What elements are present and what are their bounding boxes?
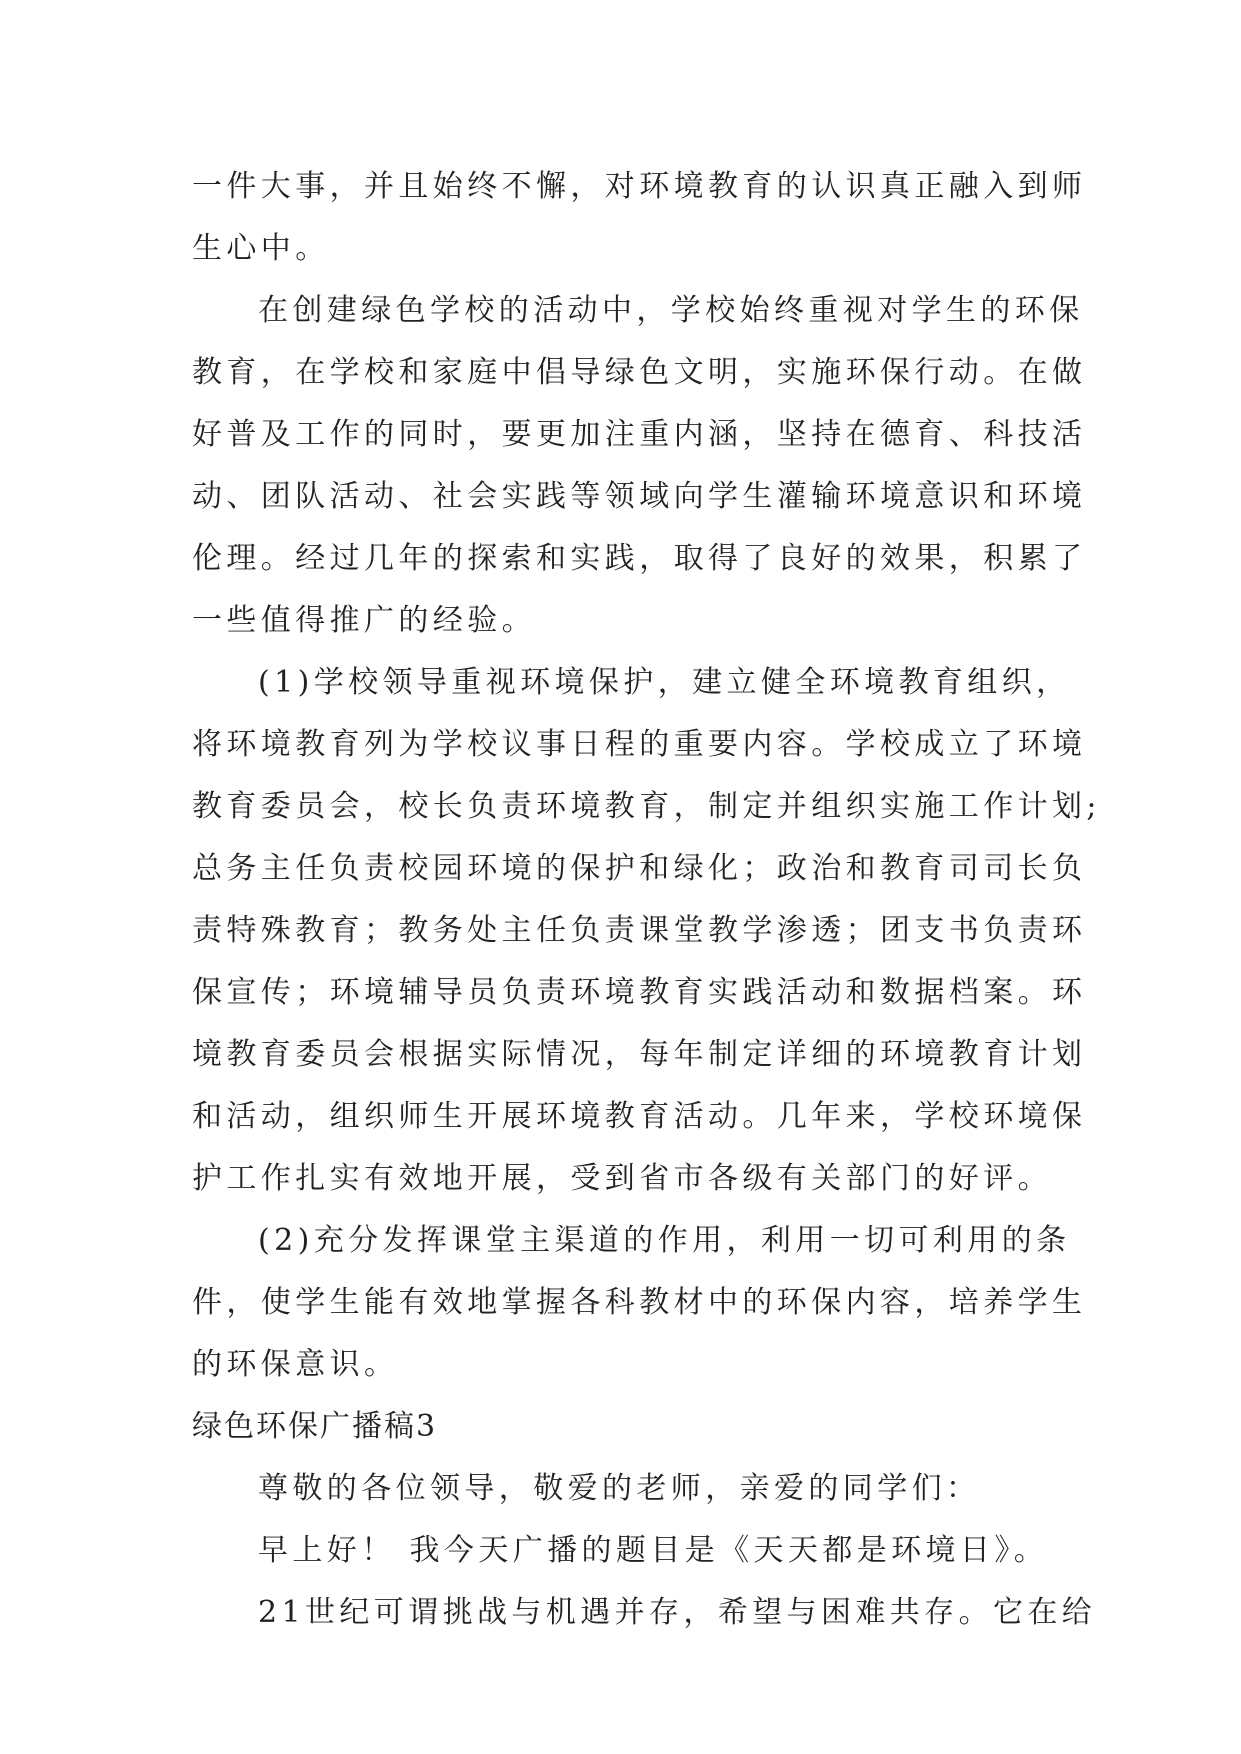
text-line: 总务主任负责校园环境的保护和绿化；政治和教育司司长负 xyxy=(192,851,1087,886)
text-line: 境教育委员会根据实际情况，每年制定详细的环境教育计划 xyxy=(192,1037,1087,1072)
text-line: 动、团队活动、社会实践等领域向学生灌输环境意识和环境 xyxy=(192,479,1087,514)
text-line: (1)学校领导重视环境保护，建立健全环境教育组织， xyxy=(258,665,1071,700)
section-heading: 绿色环保广播稿3 xyxy=(192,1409,438,1444)
text-line: 和活动，组织师生开展环境教育活动。几年来，学校环境保 xyxy=(192,1099,1087,1134)
text-line: (2)充分发挥课堂主渠道的作用，利用一切可利用的条 xyxy=(258,1223,1071,1258)
text-line: 21世纪可谓挑战与机遇并存，希望与困难共存。它在给 xyxy=(258,1595,1097,1630)
text-line: 责特殊教育；教务处主任负责课堂教学渗透；团支书负责环 xyxy=(192,913,1087,948)
text-line: 保宣传；环境辅导员负责环境教育实践活动和数据档案。环 xyxy=(192,975,1087,1010)
text-line: 件，使学生能有效地掌握各科教材中的环保内容，培养学生 xyxy=(192,1285,1087,1320)
text-line: 一件大事，并且始终不懈，对环境教育的认识真正融入到师 xyxy=(192,169,1087,204)
text-line: 伦理。经过几年的探索和实践，取得了良好的效果，积累了 xyxy=(192,541,1087,576)
text-line: 将环境教育列为学校议事日程的重要内容。学校成立了环境 xyxy=(192,727,1087,762)
text-line: 尊敬的各位领导，敬爱的老师，亲爱的同学们： xyxy=(258,1471,981,1506)
text-line: 好普及工作的同时，要更加注重内涵，坚持在德育、科技活 xyxy=(192,417,1087,452)
text-line: 教育，在学校和家庭中倡导绿色文明，实施环保行动。在做 xyxy=(192,355,1087,390)
text-line: 教育委员会，校长负责环境教育，制定并组织实施工作计划; xyxy=(192,789,1101,824)
document-page xyxy=(192,156,1101,1644)
text-line: 护工作扎实有效地开展，受到省市各级有关部门的好评。 xyxy=(192,1161,1052,1196)
document-body xyxy=(192,156,1101,1644)
text-line: 早上好！ 我今天广播的题目是《天天都是环境日》。 xyxy=(258,1533,1049,1568)
text-line: 在创建绿色学校的活动中，学校始终重视对学生的环保 xyxy=(258,293,1084,328)
text-line: 一些值得推广的经验。 xyxy=(192,603,536,638)
text-line: 生心中。 xyxy=(192,231,330,266)
text-line: 的环保意识。 xyxy=(192,1347,399,1382)
